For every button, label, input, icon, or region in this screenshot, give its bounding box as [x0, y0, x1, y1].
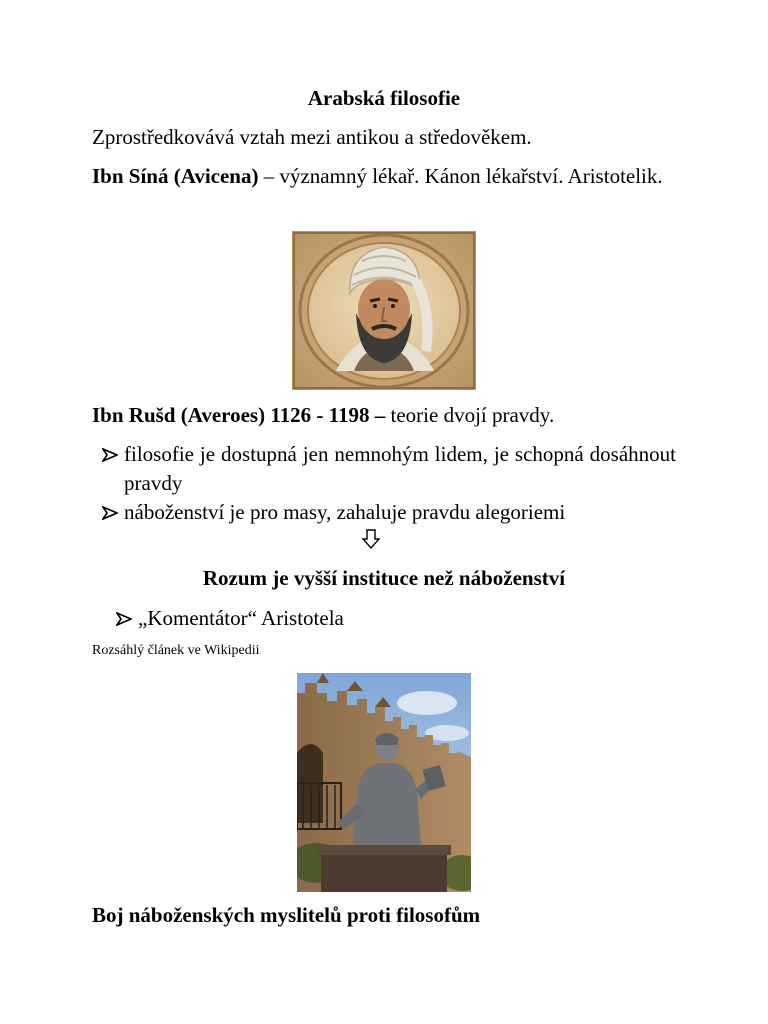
final-heading: Boj náboženských myslitelů proti filosofům — [92, 903, 481, 927]
arrowhead-bullet-icon — [102, 498, 124, 520]
commentator-text: „Komentátor“ Aristotela — [138, 606, 344, 630]
bullet-text-1: filosofie je dostupná jen nemnohým lidem, je schopná dosáhnout pravdy — [124, 442, 676, 495]
bullet-item-commentator — [116, 604, 676, 633]
bullet-text-2: náboženství je pro masy, zahaluje pravdu alegoriemi — [124, 500, 566, 524]
averroes-paragraph — [92, 401, 676, 430]
avicena-description: – významný lékař. Kánon lékařství. Aristotelik. — [258, 164, 663, 188]
arrowhead-bullet-icon — [102, 440, 124, 462]
document-title: Arabská filosofie — [307, 86, 461, 110]
wiki-note: Rozsáhlý článek ve Wikipedii — [92, 643, 260, 658]
avicena-paragraph — [92, 162, 676, 191]
averroes-description: teorie dvojí pravdy. — [385, 403, 555, 427]
bullet-item-1 — [102, 440, 676, 498]
down-arrow-icon — [361, 528, 381, 550]
avicena-portrait-image — [292, 231, 476, 390]
arrowhead-bullet-icon — [116, 604, 138, 626]
intro-paragraph: Zprostředkovává vztah mezi antikou a středověkem. — [92, 125, 532, 149]
conclusion-heading: Rozum je vyšší instituce než náboženství — [202, 566, 566, 590]
bullet-item-2 — [102, 498, 676, 527]
averroes-name: Ibn Rušd (Averoes) 1126 - 1198 – — [92, 403, 386, 427]
averroes-statue-image — [297, 673, 471, 892]
avicena-name: Ibn Síná (Avicena) — [92, 164, 259, 188]
